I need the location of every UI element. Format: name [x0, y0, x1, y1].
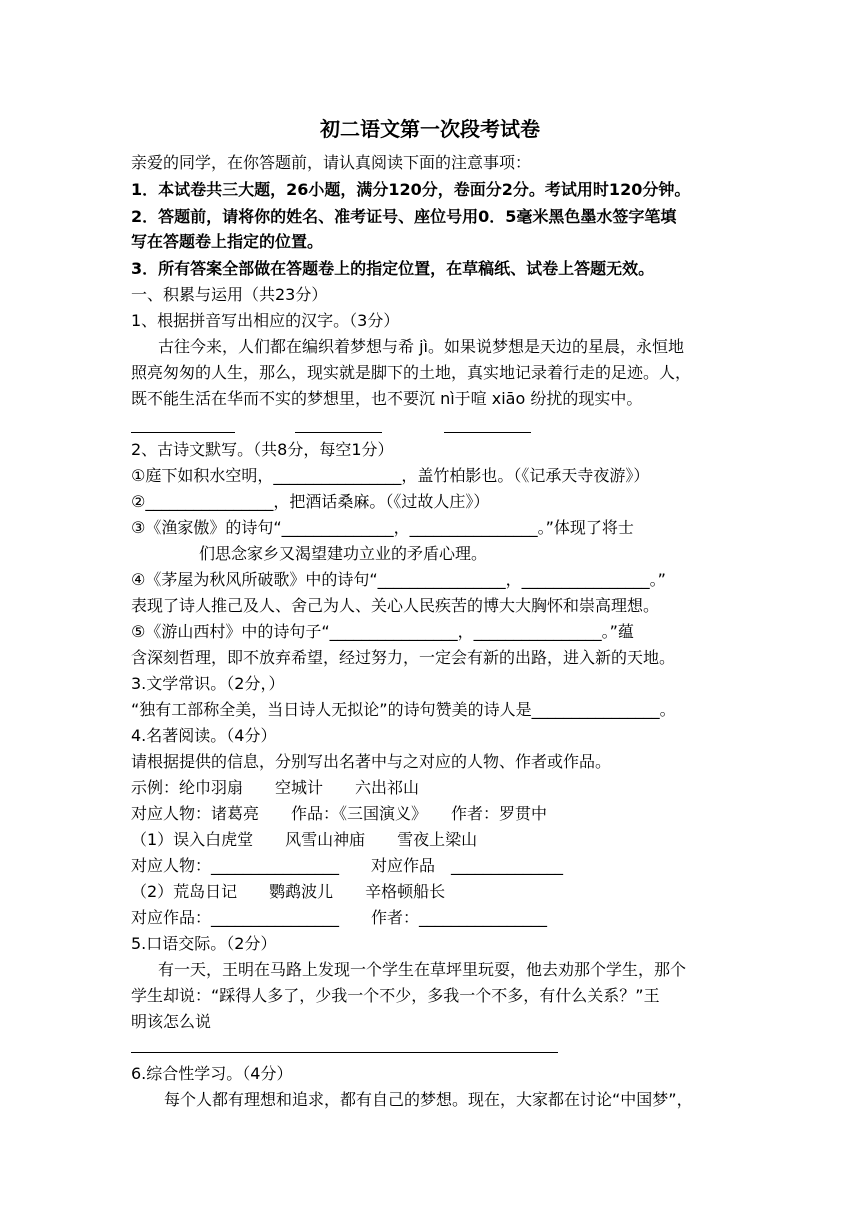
q6-heading: 6.综合性学习。（4分） — [131, 1064, 293, 1083]
q5-heading: 5.口语交际。（2分） — [131, 934, 277, 953]
q1-answer-blank-2[interactable] — [295, 432, 382, 433]
section-1-heading: 一、积累与运用（共23分） — [131, 285, 328, 304]
intro-note-2b: 写在答题卷上指定的位置。 — [131, 232, 324, 251]
q3-line-1: “独有工部称全美，当日诗人无拟论”的诗句赞美的诗人是________________。 — [131, 700, 676, 719]
q2-line-3a: ③《渔家傲》的诗句“______________，________________。”体现了将士 — [131, 518, 634, 537]
q6-paragraph-line-1: 每个人都有理想和追求，都有自己的梦想。现在，大家都在讨论“中国梦”， — [164, 1090, 693, 1109]
q4-item-2: （2）荒岛日记 鹦鹉波儿 辛格顿船长 — [131, 882, 446, 901]
q2-line-1: ①庭下如积水空明，________________，盖竹柏影也。（《记承天寺夜游》） — [131, 466, 650, 485]
q5-paragraph-line-3: 明该怎么说 — [131, 1012, 212, 1031]
q4-instruction: 请根据提供的信息，分别写出名著中与之对应的人物、作者或作品。 — [131, 752, 612, 771]
intro-note-3: 3．所有答案全部做在答题卷上的指定位置，在草稿纸、试卷上答题无效。 — [131, 259, 655, 278]
q5-paragraph-line-2: 学生却说：“踩得人多了，少我一个不少，多我一个不多，有什么关系？”王 — [131, 986, 660, 1005]
q5-answer-line[interactable] — [131, 1052, 558, 1053]
q1-paragraph-line-3: 既不能生活在华而不实的梦想里，也不要沉 nì于喧 xiāo 纷扰的现实中。 — [131, 389, 643, 408]
q2-line-3b: 们思念家乡又渴望建功立业的矛盾心理。 — [199, 544, 488, 563]
q1-heading: 1、根据拼音写出相应的汉字。（3分） — [131, 311, 400, 330]
intro-note-2a: 2．答题前，请将你的姓名、准考证号、座位号用0．5毫米黑色墨水签字笔填 — [131, 207, 677, 226]
intro-greeting: 亲爱的同学，在你答题前，请认真阅读下面的注意事项： — [131, 153, 532, 172]
q2-line-4a: ④《茅屋为秋风所破歌》中的诗句“________________，________________。” — [131, 570, 666, 589]
q1-answer-blank-1[interactable] — [131, 432, 235, 433]
page-title: 初二语文第一次段考试卷 — [320, 117, 540, 141]
q2-heading: 2、古诗文默写。（共8分，每空1分） — [131, 440, 394, 459]
q4-example-answer: 对应人物：诸葛亮 作品：《三国演义》 作者：罗贯中 — [131, 804, 548, 823]
q4-item-1: （1）误入白虎堂 风雪山神庙 雪夜上梁山 — [131, 830, 478, 849]
q1-answer-blank-3[interactable] — [444, 432, 531, 433]
q5-paragraph-line-1: 有一天，王明在马路上发现一个学生在草坪里玩耍，他去劝那个学生，那个 — [158, 960, 687, 979]
q1-paragraph-line-1: 古往今来，人们都在编织着梦想与希 jì。如果说梦想是天边的星晨，永恒地 — [158, 337, 684, 356]
q4-item-1-answer: 对应人物：________________ 对应作品 ______________ — [131, 856, 564, 875]
q2-line-2: ②________________，把酒话桑麻。（《过故人庄》） — [131, 492, 490, 511]
q2-line-5b: 含深刻哲理，即不放弃希望，经过努力，一定会有新的出路，进入新的天地。 — [131, 648, 676, 667]
q3-heading: 3.文学常识。（2分，） — [131, 674, 285, 693]
q1-paragraph-line-2: 照亮匆匆的人生，那么，现实就是脚下的土地，真实地记录着行走的足迹。人， — [131, 363, 692, 382]
q4-example: 示例：纶巾羽扇 空城计 六出祁山 — [131, 778, 420, 797]
q2-line-4b: 表现了诗人推己及人、舍己为人、关心人民疾苦的博大大胸怀和崇高理想。 — [131, 596, 660, 615]
q2-line-5a: ⑤《游山西村》中的诗句子“________________，________________。”蕴 — [131, 622, 634, 641]
q4-item-2-answer: 对应作品：________________ 作者：________________ — [131, 908, 548, 927]
intro-note-1: 1．本试卷共三大题，26小题，满分120分，卷面分2分。考试用时120分钟。 — [131, 180, 691, 199]
q4-heading: 4.名著阅读。（4分） — [131, 726, 277, 745]
